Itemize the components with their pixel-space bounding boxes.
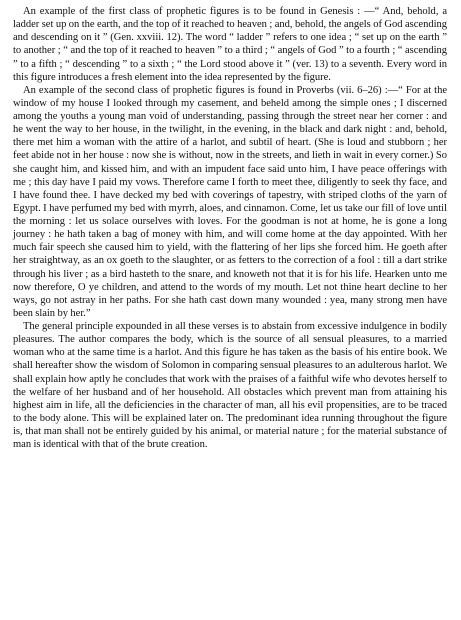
- paragraph-proverbs-example: An example of the second class of prophetic figures is found in Proverbs (vii. 6–26) :—“ For at the window of my house I looked through my casement, and beheld among the simple ones ; I discerned among the youths a young man void of understanding, passing through the street near her corner : and he went the way to her house, in the twilight, in the evening, in the black and dark night : and, behold, there met him a woman with the attire of a harlot, and subtil of heart. (She is loud and stubborn ; her feet abide not in her house : now she is without, now in the streets, and lieth in wait in every corner.) So she caught him, and kissed him, and with an impudent face said unto him, I have peace offerings with me ; this day have I paid my vows. Therefore came I forth to meet thee, diligently to seek thy face, and I have found thee. I have decked my bed with coverings of tapestry, with striped cloths of the yarn of Egypt. I have perfumed my bed with myrrh, aloes, and cinnamon. Come, let us take our fill of love until the morning : let us solace ourselves with loves. For the goodman is not at home, he is gone a long journey : he hath taken a bag of money with him, and will come home at the day appointed. With her much fair speech she caused him to yield, with the flattering of her lips she forced him. He goeth after her straightway, as an ox goeth to the slaughter, or as fetters to the correction of a fool : till a dart strike through his liver ; as a bird hasteth to the snare, and knoweth not that it is for his life. Hearken unto me now therefore, O ye children, and attend to the words of my mouth. Let not thine heart decline to her ways, go not astray in her paths. For she hath cast down many wounded : yea, many strong men have been slain by her.”: [13, 84, 447, 319]
- paragraph-general-principle: The general principle expounded in all these verses is to abstain from excessive indulgence in bodily pleasures. The author compares the body, which is the source of all sensual pleasures, to a married woman who at the same time is a harlot. And this figure he has taken as the basis of his entire book. We shall hereafter show the wisdom of Solomon in comparing sensual pleasures to an adulterous harlot. We shall explain how aptly he concludes that work with the praises of a faithful wife who devotes herself to the welfare of her husband and of her household. All obstacles which prevent man from attaining his highest aim in life, all the deficiencies in the character of man, all his evil propensities, are to be traced to the body alone. This will be explained later on. The predominant idea running throughout the figure is, that man shall not be entirely guided by his animal, or material nature ; for the material substance of man is identical with that of the brute creation.: [13, 321, 447, 451]
- paragraph-ladder-example: An example of the first class of prophetic figures is to be found in Genesis : —“ And, behold, a ladder set up on the earth, and the top of it reached to heaven ; and, behold, the angels of God ascending and descending on it ” (Gen. xxviii. 12). The word “ ladder ” refers to one idea ; “ set up on the earth ” to another ; “ and the top of it reached to heaven ” to a third ; “ angels of God ” to a fourth ; “ ascending ” to a fifth ; “ descending ” to a sixth ; “ the Lord stood above it ” (ver. 13) to a seventh. Every word in this figure introduces a fresh element into the idea represented by the figure.: [13, 6, 447, 83]
